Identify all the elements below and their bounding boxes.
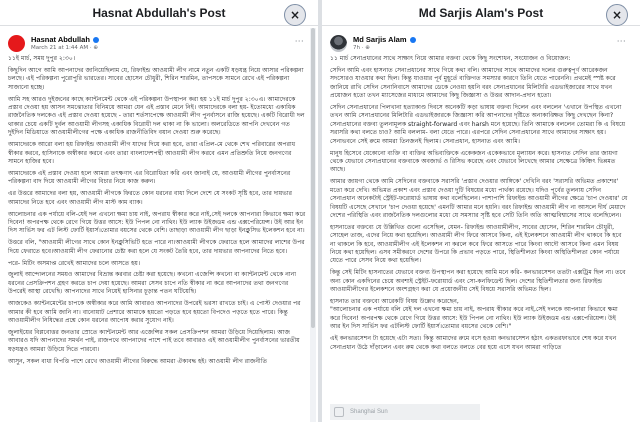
modal-title: Md Sarjis Alam's Post [418,5,544,20]
paragraph: জুলাইয়ের বিপ্লবোত্তর জনতার স্রোতে ক্যান্টনমেন্ট আর এজেন্সির সকল প্রেসক্রিপশন আমরা উড়িয়ে দিয়েছিলাম। আজ আবারও যদি আপনাদের সমর্থন পাই, রাজপথে আপনাদের পাশে পাই তবে আবারও এই আওয়ামীলীগ পুনর্বাসনের ভারতীয় ষড়যন্ত্রও আমরা উড়িয়ে দিতে পারবো। [8,328,300,353]
paragraph: মানুষ হিসেবে যেকোনো ব্যক্তি বা ব্যক্তির অভিব্যক্তিকে একেকজন একেকভাবে মূল্যায়ন করে। হাসনাত সেদিন তার জায়গা থেকে যেভাবে সেনাপ্রধানের বক্তব্যকে অবজার্ভ ও রিসিভ করেছে এবং যেভাবে লিখেছে আমার সেক্ষেত্রে কিঞ্চিৎ ভিন্নমত আছে। [330,149,618,174]
post-body [0,27,318,422]
paragraph: জুলাই আন্দোলনের সময়ও আমাদের বিভ্রান্ত করবার চেষ্টা করা হয়েছে। কখনো এজেন্সি কখনো বা ক্যান্টনমেন্ট থেকে নানা ধরনের প্রেসক্রিপশন গ্রহণ করতে চাপ দেয়া হয়েছে। আমরা সেসব চাপে নতি স্বীকার না করে আপনাদের তথা জনগণের উপরেই আস্থা রেখেছি। আপনাদের সাথে নিয়েই হাসিনার চূড়ান্ত পতন ঘটিয়েছি। [8,271,297,296]
watermark-logo-icon [334,407,344,417]
avatar[interactable] [8,35,25,52]
paragraph: আমার জায়গা থেকে আমি সেদিনের বক্তব্যকে সরাসরি 'প্রস্তাব দেওয়ার আঙ্গিকে' দেখিনি বরং 'সরাসরি অভিমত প্রকাশের' মতো করে দেখি। অভিমত প্রকাশ এবং প্রস্তাব দেওয়া দুটি বিষয়ের মধ্যে পার্থক্য রয়েছে। যদিও পূর্বের তুলনায় সেদিন সেনাপ্রধান অনেকটাই স্ট্রেইট-ফরোয়ার্ড ভাষায় কথা বলেছিলেন। পাশাপাশি রিফাইন্ড আওয়ামী লীগের ক্ষেত্রে 'চাপ দেওয়ার' যে বিষয়টি এসেছে সেখানে 'চাপ দেওয়া হয়েছে' এমনটি আমার মনে হয়নি। বরং রিফাইন্ড আওয়ামী লীগ না আসলে দীর্ঘ মেয়াদে দেশের পরিস্থিতি এবং রাজনৈতিক দলগুলোর মধ্যে যে সমস্যার সৃষ্টি হবে সেটি তিনি অতি আত্মবিশ্বাসের সাথে বলেছিলেন। [330,178,628,219]
close-icon: × [289,8,301,22]
author-name[interactable]: Hasnat Abdullah [31,35,90,44]
post-timestamp[interactable]: March 21 at 1:44 AM · ⊕ [31,45,98,51]
paragraph: হাসনাতের বক্তব্যে যে উল্লিখিত গুলো এসেছিল, যেমন- রিফাইন্ড আওয়ামীলীগ, সাবের হোসেন, শিরিন শারমিন চৌধুরী, সোহেল তাজ, এদের নিয়ে কথা হয়েছিল। আওয়ামী লীগ ফিরে আসবে কিনা, এই ইলেকশনে আওয়ামী লীগ থাকবে কি হবে না থাকলে কি হবে, আওয়ামীলীগ এই ইলেকশন না করলে কবে ফিরে আসতে পারে কিংবা আদৌ আসবে কিনা এমন বিষয় নিয়ে কথা হয়েছিল। এসব সমীকরণে দেশের উপরে কি প্রভাব পড়তে পারে, স্থিতিশীলতা কিংবা অস্থিতিশীলতা কোন পর্যায়ে যেতে পারে সেসব নিয়ে কথা হয়েছিল। [330,223,622,265]
paragraph: কিন্তু সেই মিটিং হাসনাতের যেভাবে বক্তব্য উপস্থাপন করা হয়েছে আমি মনে করি- কনভারসেশন ততটা এক্সট্রিম ছিল না। তবে অন্য কোন একদিনের চেয়ে অবশ্যই স্ট্রেইট-ফরোয়ার্ড এবং সো-কনফিডেন্ট ছিল। দেশের স্থিতিশীলতার জন্য রিফাইন্ড আওয়ামীলীগের ইলেকশনে অংশগ্রহণ করা যে প্রয়োজনীয় সেই বিষয়ে সরাসরি অভিমত ছিল। [330,269,626,294]
paragraph: ১১ মার্চ সেনাপ্রধানের সাথে সাক্ষাৎ নিয়ে আমার বক্তব্য থেকে কিছু সংশোধন, সংযোজন ও বিয়োজন: [330,55,571,62]
paragraph: আসুন, সকল বাধা বিপত্তি পাশে রেখে আওয়ামী লীগের বিরুদ্ধে আমরা ঐক্যবদ্ধ হই। আওয়ামী লীগ রাজনীতি [8,357,268,365]
close-button[interactable] [606,4,628,26]
close-icon: × [611,8,623,22]
paragraph: উত্তরে বলি, "আওয়ামী লীগের সাথে কোন ইনক্লুসিভিটি হতে পারে না।আওয়ামী লীগকে ফেরাতে হলে আমাদের লাশের উপর দিয়ে ফেরাতে হবে।আওয়ামী লীগ ফেরানোর চেষ্টা করা হলে যে সংকট তৈরি হবে, তার দায়ভার আপনাদের নিতে হবে। [8,239,305,255]
paragraph: আমাদেরকে আরো বলা হয় রিফাইন্ড আওয়ামী লীগ যাদের দিয়ে করা হবে, তারা এপ্রিল-মে থেকে শেখ পরিবারের অপরাধ স্বীকার করবে, হাসিনাকে অস্বীকার করবে এবং তারা বাংলাদেশপন্থী আওয়ামী লীগ করবে এমন প্রতিশ্রুতি নিয়ে জনগণের সামনে হাজির হবে। [8,141,296,165]
paragraph: এর উত্তরে আমাদের বলা হয়, আওয়ামী লীগকে ফিরতে কোন ধরনের বাধা দিলে দেশে যে সংকট সৃষ্টি হবে, তার দায়ভার আমাদের নিতে হবে এবং আওয়ামী লীগ মাস্ট কাম ব্যাক। [8,190,292,206]
paragraph: আজকেও ক্যান্টনমেন্টের চাপকে অস্বীকার করে আমি আবারও আপনাদের উপরেই ভরসা রাখতে চাই। এ পোস্ট দেওয়ার পর আমার কী হবে আমি জানি না। বানোয়াট প্রেশারে আমাকে হয়তো পড়তে হবে হয়তো বিপদেও পড়তে হতে পারে। কিন্তু আওয়ামীলীগ নিষিদ্ধের প্রশ্নে কোন ধরনের আপোষ করার সুযোগ নাই। [8,300,301,324]
post-author [330,31,628,55]
modal-header [0,0,318,26]
paragraph: "আলোচনার এক পর্যায়ে বলি যেই দল এখনো ক্ষমা চায় নাই, অপরাধ স্বীকার করে নাই,সেই দলকে আপনারা কিভাবে ক্ষমা করে দিবেন! অপরপক্ষ থেকে রেগে গিয়ে উত্তর আসে: ইউ পিপল নো নাথিং। ইউ ল্যাক উইজডম এন্ড এক্সপেরিয়েন্স। উই আর ইন দিস সার্ভিস ফর এটলিস্ট ফোর্টি ইয়ার্স।তোমার বয়সের থেকে বেশি।" [330,306,618,331]
post-text [330,55,628,352]
paragraph: সেদিন আমি এবং হাসনাত সেনাপ্রধানের সাথে গিয়ে কথা বলি। আমাদের সাথে আমাদের দলের গুরুত্বপূর্ণ আরেকজন সদস্যেরও যাওয়ার কথা ছিল। কিন্তু যাওয়ার পূর্ব মুহূর্তে ব্যক্তিগত সমস্যার কারণে তিনি যেতে পারেননি। প্রথমেই স্পষ্ট করে জানিয়ে রাখি সেদিন সেনানিবাসে আমাদের ডেকে নেওয়া হয়নি বরং সেনাপ্রধানের মিলিটারি এডভাইজারের সাথে যখন প্রয়োজন হতো তখন ম্যাসেজের মাধ্যমে আমাদের কিছু জিজ্ঞাসা ও উত্তর আদান-প্রদান হতো। [330,66,616,100]
paragraph: পরে- মিটিং অসমাপ্ত রেখেই আমাদের চলে আসতে হয়। [8,259,141,267]
post-text [8,55,306,366]
paragraph: আমি সহ আরও দুইজনের কাছে ক্যান্টনমেন্ট থেকে এই পরিকল্পনা উপস্থাপন করা হয় ১১ই মার্চ দুপুর ২:৩০এ। আমাদেরকে প্রস্তাব দেওয়া হয় আসন সমঝোতার বিনিময়ে আমরা যেন এই প্রস্তাব মেনে নিই। আমাদেরকে বলা হয়- ইতোমধ্যে একাধিক রাজনৈতিক দলকেও এই প্রস্তাব দেওয়া হয়েছে - তারা শর্তসাপেক্ষে আওয়ামী লীগ পুনর্বাসনে রাজি হয়েছে। একটি বিরোধী দল থাকার চেয়ে একটি দুর্বল আওয়ামী লীগসহ একাধিক বিরোধী দল থাকা না কি ভালো। অলরেডিতে আপনি দেখবেন গত দুইদিন মিডিয়াতে আওয়ামীলীগের পক্ষে একাধিক রাজনীতিবিদ বয়ান দেওয়া শুরু করেছে। [8,95,305,137]
more-options-icon[interactable]: ··· [294,37,304,46]
more-options-icon[interactable]: ··· [616,37,626,46]
watermark-text: Shanghai Sun [350,409,388,415]
modal-header [322,0,640,26]
paragraph: কিছুদিন আগে আমি আপনাদের জানিয়েছিলাম যে, রিফাইন্ড আওয়ামী লীগ নামে নতুন একটি ষড়যন্ত্র নিয়ে আসার পরিকল্পনা চলছে। এই পরিকল্পনা পুরোপুরি ভারতের। সাবের হোসেন চৌধুরী, শিরিন শারমিন, তাপসকে সামনে রেখে এই পরিকল্পনা সাজানো হচ্ছে। [8,66,304,91]
post-modal-right [320,0,640,422]
post-timestamp[interactable]: 7h · ⊕ [353,45,370,51]
paragraph: সেদিন সেনাপ্রধানের পিলখানা হত্যাকাণ্ড দিবসে অনেকটি কড়া ভাষায় বক্তব্য দিলেন এবং বললেন 'এখানে উপস্থিত এখনো তখন আমি সেনাপ্রধানের মিলিটারি এডভাইজারকে জিজ্ঞাসা করি আপনাদের দৃষ্টিতে অনাকাঙ্ক্ষিত কিছু দেখছেন কিনা? সেনাপ্রধানের বক্তব্য তুলনামূলক straight-forward এবং harsh মনে হয়েছে। তিনি আমাকে বললেন তোমরা কি এ বিষয়ে সরাসরি কথা বলতে চাও? আমি বললাম- বলা যেতে পারে। এরপরে সেদিন সেনাপ্রধানের সাথে আমাদের সাক্ষাৎ হয়। সেনাভবনে সেই রুমে আমরা তিনজনই ছিলাম। সেনাপ্রধান, হাসনাত এবং আমি। [330,104,626,145]
watermark [330,404,480,420]
post-body [322,27,640,422]
paragraph: হাসনাত তার বক্তব্যে আরেকটি বিষয় উল্লেখ করেছেন, [330,298,459,306]
modal-title: Hasnat Abdullah's Post [92,5,226,20]
paragraph: আমাদেরকে এই প্রস্তাব দেওয়া হলে আমরা তৎক্ষণাৎ এর বিরোধিতা করি এবং জানাই যে, আওয়ামী লীগের পুনর্বাসনের পরিকল্পনা বাদ দিয়ে আওয়ামী লীগের বিচার নিয়ে কাজ করুন। [8,169,291,186]
avatar[interactable] [330,35,347,52]
paragraph: আলোচনার এক পর্যায়ে বলি-যেই দল এখনো ক্ষমা চায় নাই, অপরাধ স্বীকার করে নাই,সেই দলকে আপনারা কিভাবে ক্ষমা করে দিবেন! অপরপক্ষ থেকে রেগে গিয়ে উত্তর আসে: ইউ পিপল নো নাথিং। ইউ ল্যাক উইজডম এন্ড এক্সপেরিয়েন্স। উই আর ইন দিস সার্ভিস ফর এট লিস্ট ফোর্টি ইয়ার্স।তোমার বয়সের থেকে বেশি। তাছাড়া আওয়ামী লীগ ছাড়া ইনক্লুসিভ ইলেকশন হবে না। [8,210,306,235]
post-author [8,31,306,55]
verified-badge-icon [93,37,99,43]
paragraph: ১১ই মার্চ, সময় দুপুর ২:৩০। [8,55,76,62]
close-button[interactable] [284,4,306,26]
author-name[interactable]: Md Sarjis Alam [353,35,407,44]
verified-badge-icon [410,37,416,43]
paragraph: এই কনভারসেশন টা হয়েছে এটা সত্য। কিন্তু আমাদের রুমে বসে হওয়া কনভারসেশন হঠাৎ একতরফাভাবে শেষ করে যখন সেনাপ্রধান উঠে দাঁড়ালেন এবং রুম থেকে কথা বলতে বলতে বের হয়ে এসে যখন আমরা গাড়িতে [330,335,617,351]
